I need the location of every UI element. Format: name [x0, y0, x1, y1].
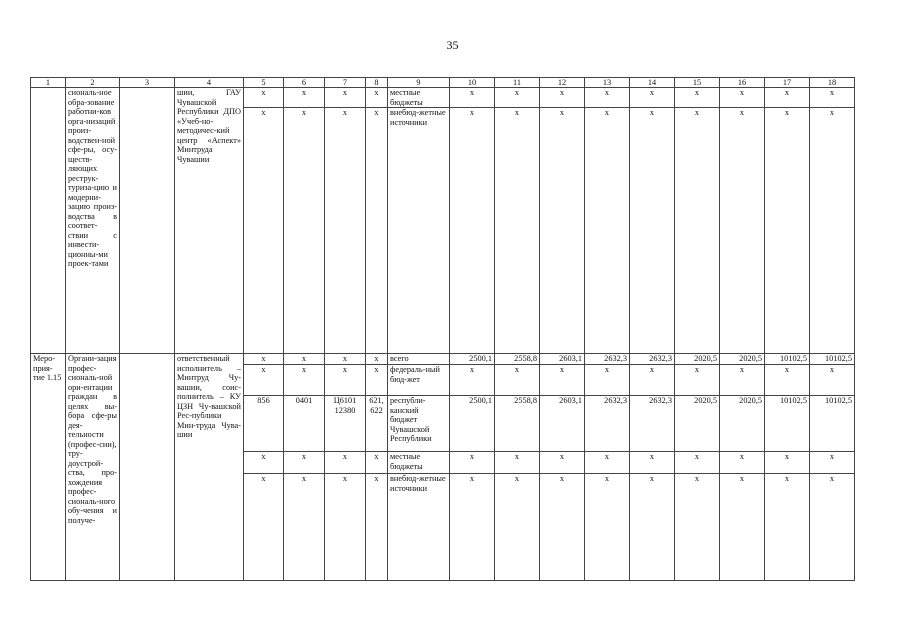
value-cell: х: [540, 88, 585, 108]
value-cell: х: [675, 88, 720, 108]
header-cell: 13: [585, 78, 630, 88]
code-cell: х: [244, 108, 284, 354]
value-cell: 2632,3: [630, 396, 675, 452]
value-cell: х: [585, 88, 630, 108]
value-cell: х: [495, 474, 540, 581]
budget-table: [30, 77, 855, 581]
code-cell: х: [325, 354, 366, 365]
code-cell: х: [366, 354, 388, 365]
value-cell: х: [765, 474, 810, 581]
header-cell: 6: [284, 78, 325, 88]
source-cell: внебюд-жетные источники: [388, 108, 450, 354]
value-cell: 2020,5: [720, 354, 765, 365]
value-cell: х: [495, 365, 540, 396]
header-cell: 16: [720, 78, 765, 88]
value-cell: х: [810, 365, 855, 396]
source-cell: местные бюджеты: [388, 452, 450, 474]
header-cell: 5: [244, 78, 284, 88]
code-cell: х: [366, 452, 388, 474]
value-cell: х: [630, 474, 675, 581]
source-cell: федераль-ный бюд-жет: [388, 365, 450, 396]
value-cell: х: [765, 108, 810, 354]
value-cell: х: [675, 452, 720, 474]
value-cell: х: [810, 452, 855, 474]
value-cell: 2603,1: [540, 354, 585, 365]
header-cell: 8: [366, 78, 388, 88]
value-cell: х: [585, 452, 630, 474]
value-cell: х: [540, 108, 585, 354]
value-cell: 2632,3: [630, 354, 675, 365]
value-cell: 2558,8: [495, 396, 540, 452]
value-cell: х: [765, 452, 810, 474]
code-cell: 856: [244, 396, 284, 452]
header-cell: 18: [810, 78, 855, 88]
value-cell: х: [810, 474, 855, 581]
value-cell: х: [495, 452, 540, 474]
value-cell: х: [765, 365, 810, 396]
code-cell: х: [284, 365, 325, 396]
measure-cell: [31, 88, 66, 354]
header-cell: 3: [120, 78, 175, 88]
header-cell: 11: [495, 78, 540, 88]
value-cell: 2558,8: [495, 354, 540, 365]
value-cell: 2500,1: [450, 396, 495, 452]
value-cell: х: [450, 365, 495, 396]
value-cell: х: [450, 108, 495, 354]
code-cell: х: [325, 452, 366, 474]
value-cell: 2020,5: [720, 396, 765, 452]
value-cell: 10102,5: [810, 396, 855, 452]
empty-cell: [120, 354, 175, 581]
value-cell: х: [720, 452, 765, 474]
executor-cell: шии, ГАУ Чувашской Республики ДПО «Учеб-но-методичес-кий центр «Аспект» Минтруда Чувашии: [175, 88, 244, 354]
code-cell: х: [244, 88, 284, 108]
code-cell: х: [284, 452, 325, 474]
value-cell: х: [675, 474, 720, 581]
value-cell: х: [450, 88, 495, 108]
header-cell: 10: [450, 78, 495, 88]
code-cell: х: [284, 88, 325, 108]
value-cell: х: [540, 365, 585, 396]
value-cell: х: [450, 474, 495, 581]
code-cell: х: [366, 474, 388, 581]
header-cell: 1: [31, 78, 66, 88]
code-cell: х: [284, 354, 325, 365]
value-cell: х: [630, 452, 675, 474]
source-cell: всего: [388, 354, 450, 365]
header-cell: 9: [388, 78, 450, 88]
value-cell: х: [720, 88, 765, 108]
code-cell: Ц6101 12380: [325, 396, 366, 452]
value-cell: х: [495, 88, 540, 108]
value-cell: х: [630, 108, 675, 354]
value-cell: х: [540, 474, 585, 581]
code-cell: х: [366, 88, 388, 108]
code-cell: х: [284, 474, 325, 581]
empty-cell: [120, 88, 175, 354]
code-cell: х: [325, 474, 366, 581]
header-cell: 15: [675, 78, 720, 88]
value-cell: 2020,5: [675, 354, 720, 365]
value-cell: х: [675, 365, 720, 396]
value-cell: 2500,1: [450, 354, 495, 365]
code-cell: х: [284, 108, 325, 354]
value-cell: 2020,5: [675, 396, 720, 452]
code-cell: х: [366, 365, 388, 396]
value-cell: 10102,5: [765, 354, 810, 365]
value-cell: х: [450, 452, 495, 474]
table-row: [31, 88, 855, 108]
header-cell: 4: [175, 78, 244, 88]
executor-cell: ответственный исполнитель – Минтруд Чу-вашии, соис-полнитель – КУ ЦЗН Чу-вашской Рес-публики Мин-труда Чува-шии: [175, 354, 244, 581]
value-cell: х: [630, 88, 675, 108]
code-cell: х: [244, 452, 284, 474]
code-cell: х: [244, 365, 284, 396]
code-cell: х: [325, 365, 366, 396]
header-cell: 12: [540, 78, 585, 88]
value-cell: х: [585, 365, 630, 396]
value-cell: х: [585, 474, 630, 581]
value-cell: 10102,5: [810, 354, 855, 365]
measure-number: Меро-прия-тие 1.15: [31, 354, 66, 581]
value-cell: 2603,1: [540, 396, 585, 452]
source-cell: республи-канский бюджет Чувашской Республики: [388, 396, 450, 452]
value-cell: х: [585, 108, 630, 354]
value-cell: х: [720, 365, 765, 396]
value-cell: х: [630, 365, 675, 396]
value-cell: х: [495, 108, 540, 354]
code-cell: х: [325, 108, 366, 354]
code-cell: х: [325, 88, 366, 108]
code-cell: х: [366, 108, 388, 354]
value-cell: х: [675, 108, 720, 354]
header-row: [31, 78, 855, 88]
code-cell: 0401: [284, 396, 325, 452]
value-cell: х: [720, 474, 765, 581]
value-cell: 2632,3: [585, 396, 630, 452]
value-cell: 2632,3: [585, 354, 630, 365]
value-cell: х: [810, 88, 855, 108]
header-cell: 14: [630, 78, 675, 88]
value-cell: 10102,5: [765, 396, 810, 452]
code-cell: х: [244, 354, 284, 365]
header-cell: 2: [66, 78, 120, 88]
source-cell: местные бюджеты: [388, 88, 450, 108]
table-row: [31, 354, 855, 365]
header-cell: 7: [325, 78, 366, 88]
value-cell: х: [810, 108, 855, 354]
value-cell: х: [765, 88, 810, 108]
value-cell: х: [540, 452, 585, 474]
code-cell: х: [244, 474, 284, 581]
header-cell: 17: [765, 78, 810, 88]
measure-description: сиональ-ное обра-зование работни-ков орга-низаций произ-водствен-ной сфе-ры, осу-ществ-ляющих реструк-туриза-цию и модерни-зацию произ-водства в соответ-ствии с инвести-ционны-ми проек-тами: [66, 88, 120, 354]
code-cell: 621, 622: [366, 396, 388, 452]
value-cell: х: [720, 108, 765, 354]
measure-description: Органи-зация профес-сиональ-ной ори-ентации граждан в целях вы-бора сфе-ры дея-тельности (профес-сии), тру-доустрой-ства, про-хождения профес-сиональ-ного обу-чения и получе-: [66, 354, 120, 581]
source-cell: внебюд-жетные источники: [388, 474, 450, 581]
page-number: 35: [446, 38, 459, 52]
